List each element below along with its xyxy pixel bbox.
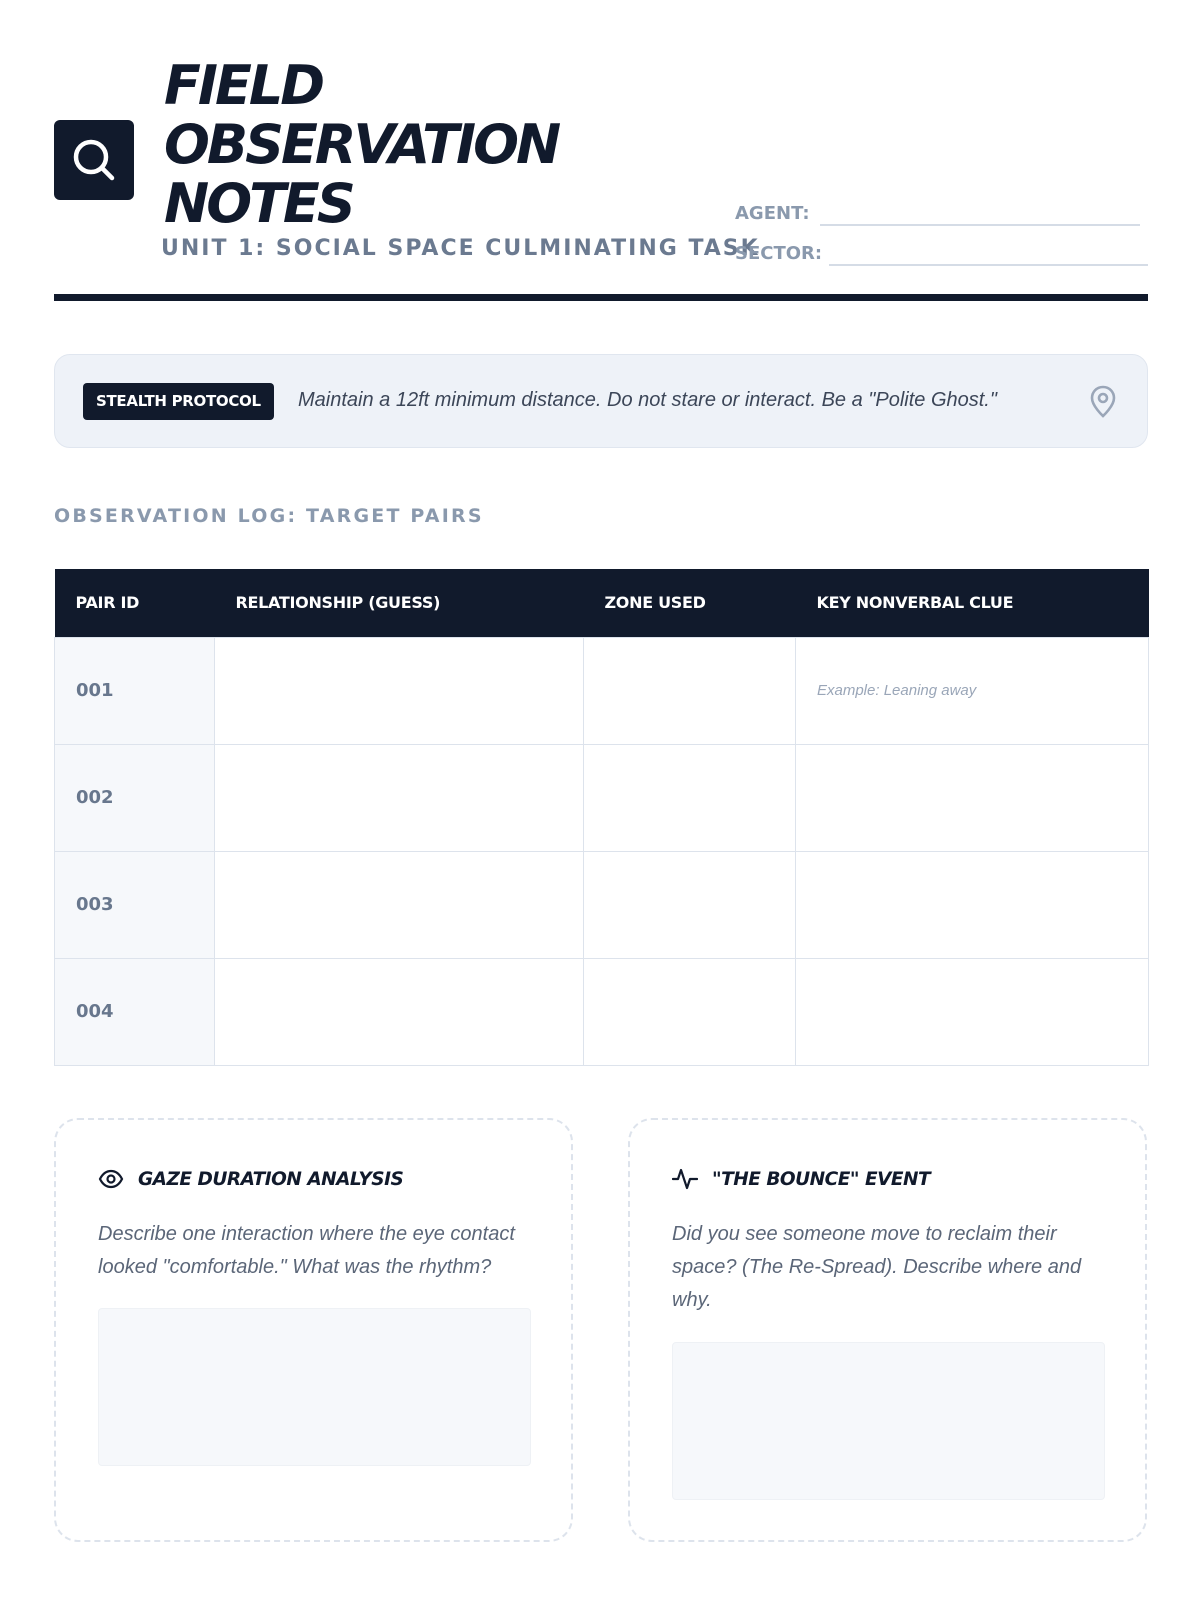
card-header [672, 1164, 930, 1194]
relationship-cell[interactable] [215, 851, 584, 958]
column-header-clue: KEY NONVERBAL CLUE [796, 569, 1149, 637]
card-prompt: Did you see someone move to reclaim their space? (The Re-Spread). Describe where and why. [672, 1223, 1082, 1311]
logo-badge [54, 120, 134, 200]
card-header [98, 1164, 403, 1194]
table-row [55, 958, 1149, 1065]
sector-label: SECTOR: [735, 243, 823, 264]
bounce-event-card [628, 1118, 1147, 1542]
search-icon [68, 134, 120, 186]
page-title: FIELD OBSERVATION NOTES [164, 54, 559, 235]
log-heading: OBSERVATION LOG: TARGET PAIRS [54, 505, 484, 527]
bounce-answer-box[interactable] [672, 1342, 1105, 1500]
column-header-pair-id: PAIR ID [55, 569, 215, 637]
zone-cell[interactable] [584, 637, 796, 744]
card-title: "THE BOUNCE" EVENT [712, 1168, 931, 1190]
gaze-analysis-card [54, 1118, 573, 1542]
header-divider [54, 294, 1148, 301]
pair-id-cell: 001 [55, 637, 215, 744]
pair-id-cell: 002 [55, 744, 215, 851]
pair-id-cell: 004 [55, 958, 215, 1065]
activity-icon [672, 1166, 698, 1192]
relationship-cell[interactable] [215, 744, 584, 851]
relationship-cell[interactable] [215, 637, 584, 744]
card-title: GAZE DURATION ANALYSIS [138, 1168, 404, 1190]
clue-cell[interactable] [796, 637, 1149, 744]
pair-id-cell: 003 [55, 851, 215, 958]
clue-cell[interactable] [796, 958, 1149, 1065]
table-row [55, 744, 1149, 851]
clue-cell[interactable] [796, 851, 1149, 958]
zone-cell[interactable] [584, 851, 796, 958]
table-row [55, 851, 1149, 958]
clue-example: Example: Leaning away [817, 681, 977, 699]
table-header-row [55, 569, 1149, 637]
protocol-badge: STEALTH PROTOCOL [83, 383, 274, 420]
relationship-cell[interactable] [215, 958, 584, 1065]
map-pin-icon [1089, 385, 1117, 419]
zone-cell[interactable] [584, 958, 796, 1065]
protocol-text: Maintain a 12ft minimum distance. Do not stare or interact. Be a "Polite Ghost." [298, 389, 997, 411]
observation-log-table [54, 569, 1149, 1066]
table-row [55, 637, 1149, 744]
agent-field[interactable] [820, 224, 1140, 226]
card-prompt: Describe one interaction where the eye contact looked "comfortable." What was the rhythm? [98, 1223, 515, 1278]
page-header [54, 56, 1148, 302]
zone-cell[interactable] [584, 744, 796, 851]
protocol-banner [54, 354, 1148, 448]
agent-label: AGENT: [735, 203, 810, 224]
sector-field[interactable] [829, 264, 1148, 266]
column-header-relationship: RELATIONSHIP (GUESS) [215, 569, 584, 637]
clue-cell[interactable] [796, 744, 1149, 851]
page-subtitle: UNIT 1: SOCIAL SPACE CULMINATING TASK [161, 236, 760, 261]
eye-icon [98, 1169, 124, 1189]
column-header-zone: ZONE USED [584, 569, 796, 637]
gaze-answer-box[interactable] [98, 1308, 531, 1466]
